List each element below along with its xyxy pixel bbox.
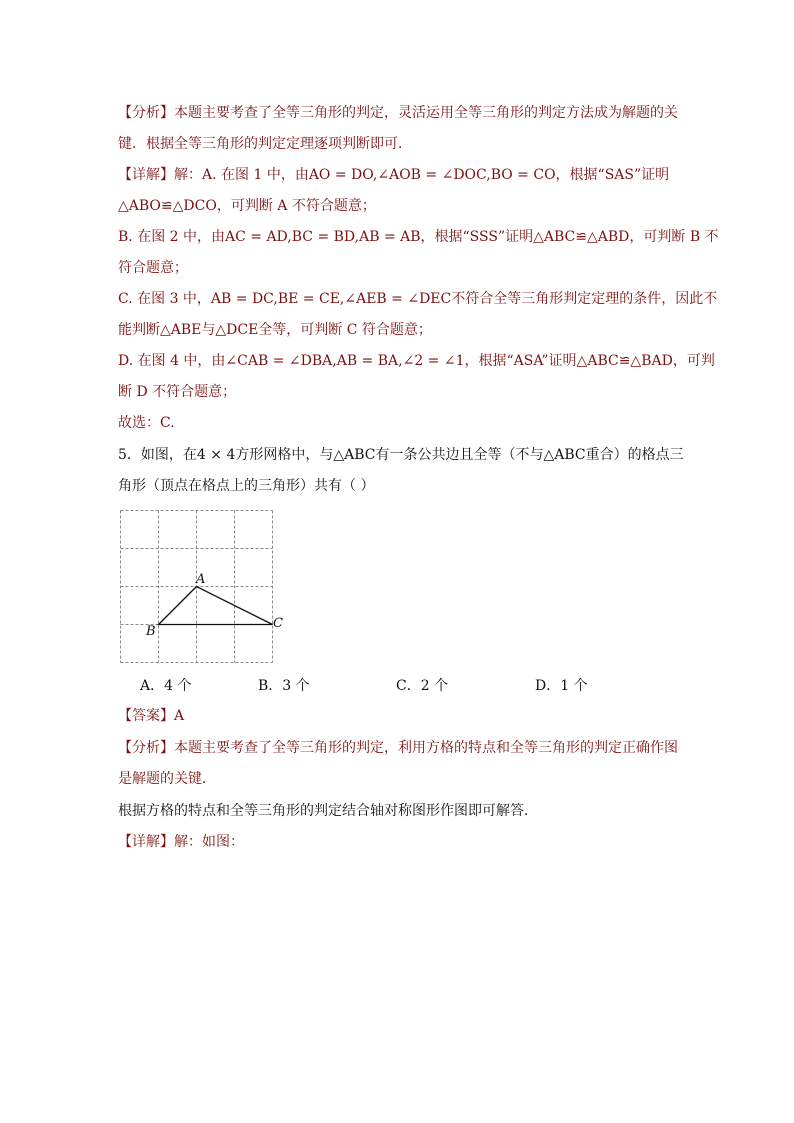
detail-line-5: C. 在图 3 中，AB = DC,BE = CE,∠AEB = ∠DEC不符合全等三角形判定定理的条件，因此不 [118,291,718,307]
detail-line-1: 【详解】解：A. 在图 1 中，由AO = DO,∠AOB = ∠DOC,BO = CO，根据“SAS”证明 [118,167,670,183]
detail-line-3: B. 在图 2 中，由AC = AD,BC = BD,AB = AB，根据“SSS”证明△ABC≌△ABD，可判断 B 不 [118,229,719,245]
detail-line-2: △ABO≌△DCO，可判断 A 不符合题意； [118,198,376,214]
question-line-2: 角形（顶点在格点上的三角形）共有（ ） [118,478,375,494]
option-d: D．1 个 [535,678,588,694]
detail-line-8: 断 D 不符合题意； [118,384,237,400]
analysis-line-1: 【分析】本题主要考查了全等三角形的判定，灵活运用全等三角形的判定方法成为解题的关 [118,105,678,121]
detail-line-6: 能判断△ABE与△DCE全等，可判断 C 符合题意； [118,322,432,338]
analysis-line-2: 键．根据全等三角形的判定定理逐项判断即可． [118,136,412,152]
triangle-abc [159,587,273,625]
option-b: B．3 个 [258,678,310,694]
vertex-label-b: B [146,624,156,639]
vertex-label-c: C [273,616,283,631]
analysis2-line-3: 根据方格的特点和全等三角形的判定结合轴对称图形作图即可解答． [118,803,538,819]
vertex-label-a: A [196,572,206,587]
detail-line-7: D. 在图 4 中，由∠CAB = ∠DBA,AB = BA,∠2 = ∠1，根据“ASA”证明△ABC≌△BAD，可判 [118,353,715,369]
detail2-line: 【详解】解：如图： [118,834,244,850]
option-c: C．2 个 [396,678,449,694]
question-line-1: 5．如图，在4 × 4方形网格中，与△ABC有一条公共边且全等（不与△ABC重合）的格点三 [118,447,684,463]
analysis2-line-2: 是解题的关键． [118,771,216,787]
grid-figure [120,510,283,666]
option-a: A．4 个 [140,678,192,694]
answer-line: 【答案】A [118,708,185,724]
conclusion-line: 故选：C. [118,415,175,431]
analysis2-line-1: 【分析】本题主要考查了全等三角形的判定，利用方格的特点和全等三角形的判定正确作图 [118,740,678,756]
detail-line-4: 符合题意； [118,260,188,276]
